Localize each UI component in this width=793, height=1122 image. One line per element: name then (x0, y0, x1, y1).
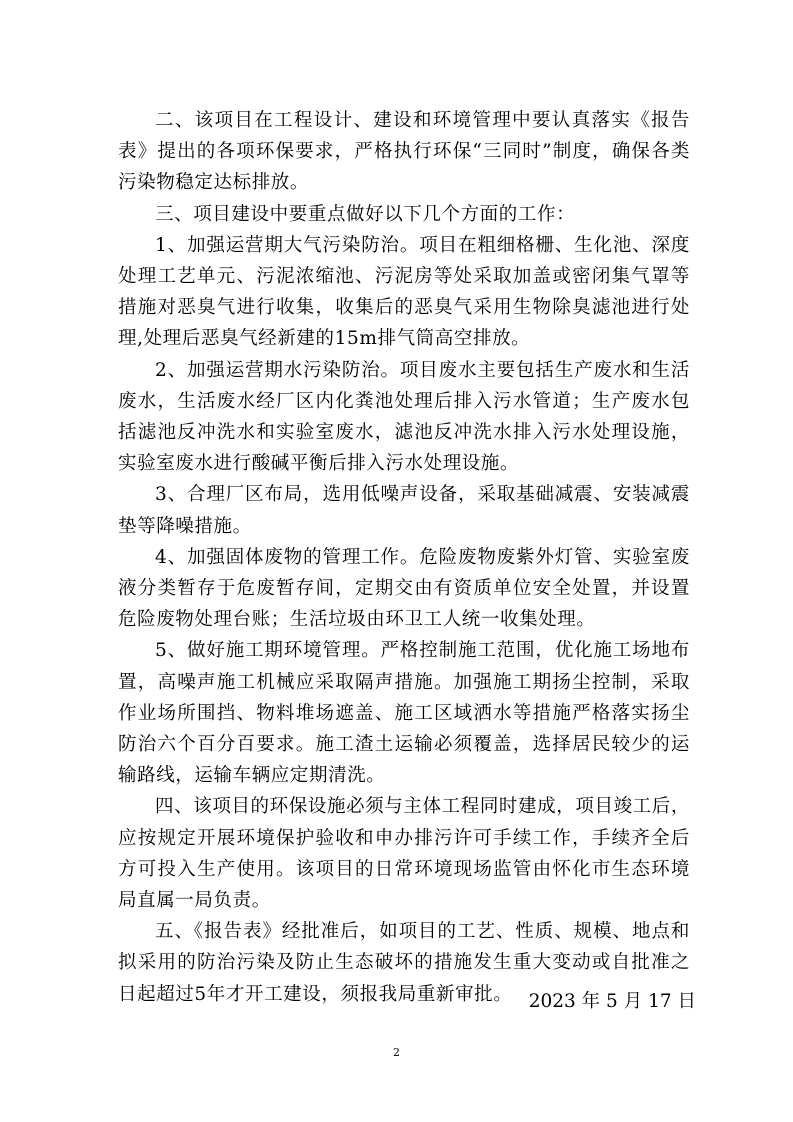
paragraph-item-2-water-pollution: 2、加强运营期水污染防治。项目废水主要包括生产废水和生活废水，生活废水经厂区内化粪池处理后排入污水管道；生产废水包括滤池反冲洗水和实验室废水，滤池反冲洗水排入污水处理设施，实验室废水进行酸碱平衡后排入污水处理设施。 (118, 359, 690, 475)
paragraph-item-3-noise: 3、合理厂区布局，选用低噪声设备，采取基础减震、安装减震垫等降噪措施。 (118, 484, 690, 537)
paragraph-section-3-heading: 三、项目建设中要重点做好以下几个方面的工作： (155, 203, 576, 225)
paragraph-item-4-solid-waste: 4、加强固体废物的管理工作。危险废物废紫外灯管、实验室废液分类暂存于危废暂存间，定期交由有资质单位安全处置，并设置危险废物处理台账；生活垃圾由环卫工人统一收集处理。 (118, 546, 690, 631)
document-body (118, 105, 690, 1010)
page-number: 2 (393, 1046, 400, 1059)
paragraph-section-2: 二、该项目在工程设计、建设和环境管理中要认真落实《报告表》提出的各项环保要求，严格执行环保“三同时”制度，确保各类污染物稳定达标排放。 (118, 110, 690, 194)
paragraph-item-5-construction: 5、做好施工期环境管理。严格控制施工范围，优化施工场地布置，高噪声施工机械应采取隔声措施。加强施工期扬尘控制，采取作业场所围挡、物料堆场遮盖、施工区域洒水等措施严格落实扬尘防治六个百分百要求。施工渣土运输必须覆盖，选择居民较少的运输路线，运输车辆应定期清洗。 (118, 640, 690, 787)
paragraph-section-4: 四、该项目的环保设施必须与主体工程同时建成，项目竣工后，应按规定开展环境保护验收和申办排污许可手续工作，手续齐全后方可投入生产使用。该项目的日常环境现场监管由怀化市生态环境局直属一局负责。 (118, 796, 690, 912)
paragraph-section-5: 五、《报告表》经批准后，如项目的工艺、性质、规模、地点和拟采用的防治污染及防止生态破坏的措施发生重大变动或自批准之日起超过5年才开工建设，须报我局重新审批。 (118, 921, 690, 1005)
paragraph-item-1-air-pollution: 1、加强运营期大气污染防治。项目在粗细格栅、生化池、深度处理工艺单元、污泥浓缩池、污泥房等处采取加盖或密闭集气罩等措施对恶臭气进行收集，收集后的恶臭气采用生物除臭滤池进行处理,处理后恶臭气经新建的15m排气筒高空排放。 (118, 234, 690, 350)
document-date: 2023 年 5 月 17 日 (528, 991, 696, 1012)
